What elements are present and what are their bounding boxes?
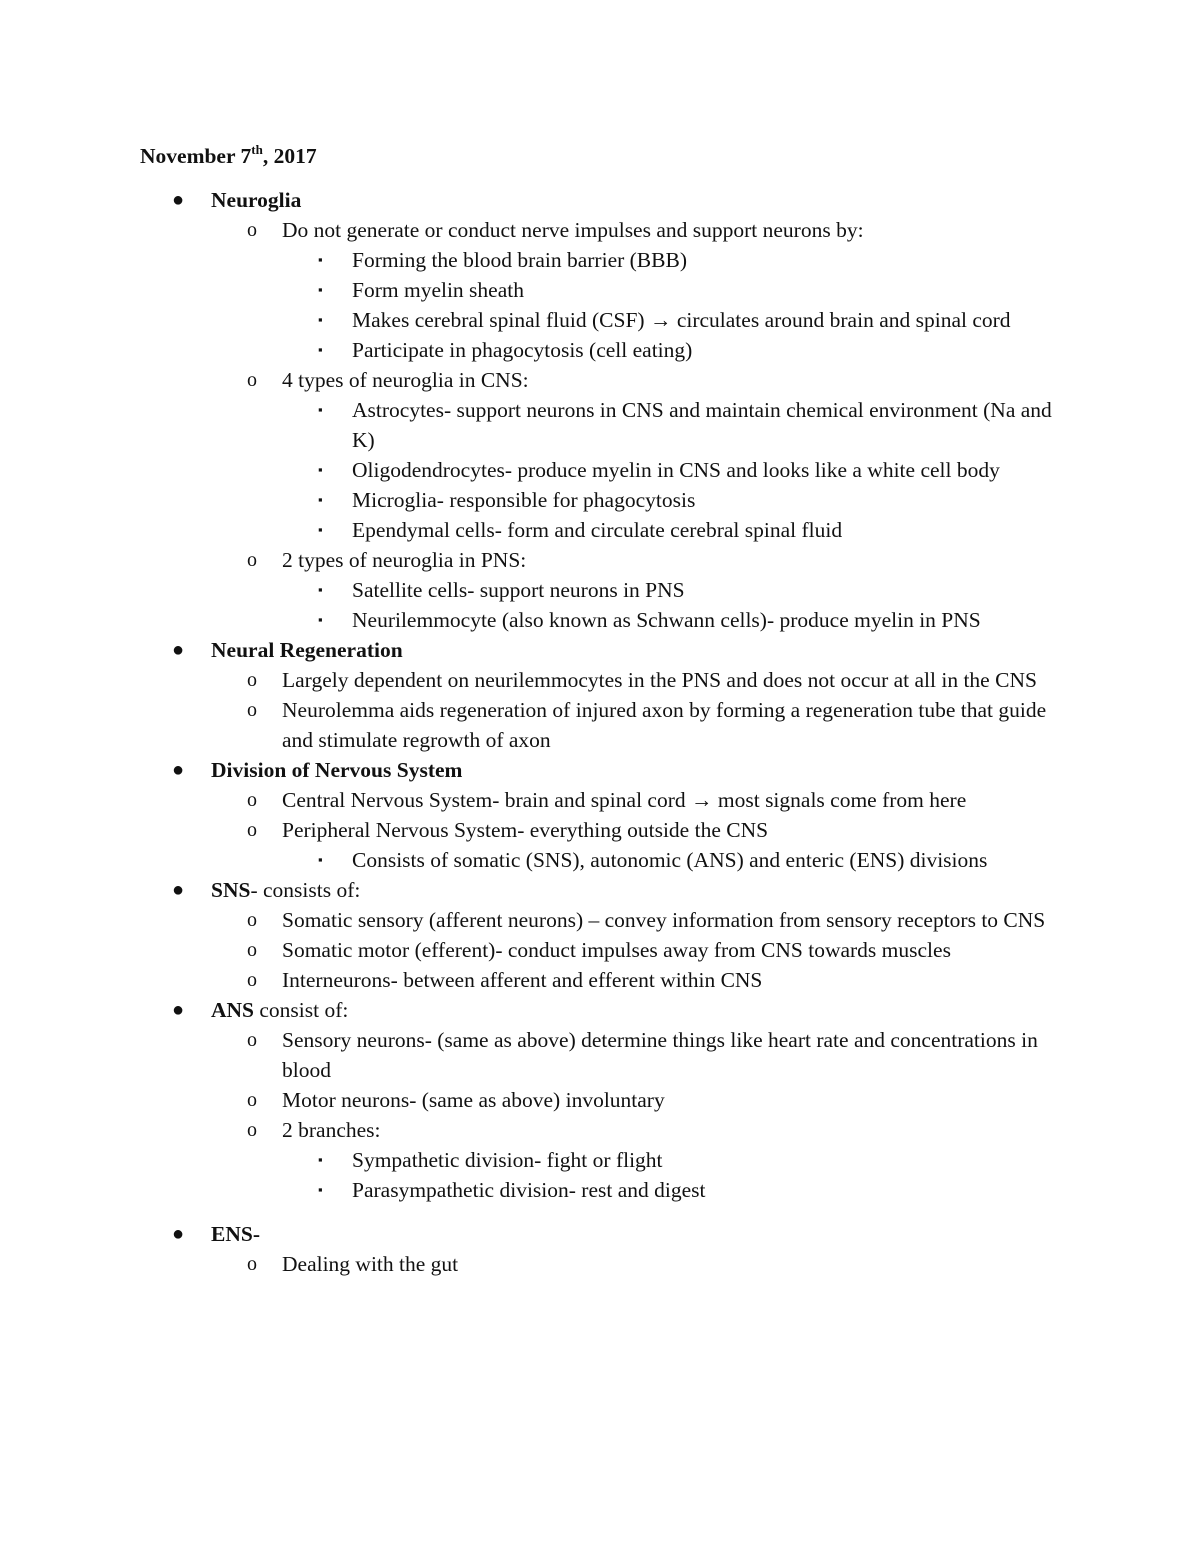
bullet-square-icon: ▪ bbox=[318, 282, 323, 297]
section-heading-line bbox=[211, 875, 1061, 905]
bullet-circle-icon: o bbox=[247, 669, 257, 691]
bullet-circle-icon: o bbox=[247, 1119, 257, 1141]
section-heading: SNS bbox=[211, 878, 251, 902]
sub-item-text: Sympathetic division- fight or flight bbox=[352, 1148, 663, 1172]
date-month-day: November 7 bbox=[140, 144, 252, 168]
outline-item bbox=[0, 365, 1200, 395]
section-spacer bbox=[0, 1205, 1200, 1219]
bullet-square-icon: ▪ bbox=[318, 252, 323, 267]
outline-item-text: Neurolemma aids regeneration of injured axon by forming a regeneration tube that guide and stimulate regrowth of axon bbox=[282, 698, 1047, 752]
outline-item-text: 2 branches: bbox=[282, 1118, 381, 1142]
bullet-disc-icon: ● bbox=[172, 999, 185, 1021]
outline-item bbox=[0, 815, 1200, 845]
bullet-square-icon: ▪ bbox=[318, 492, 323, 507]
bullet-disc-icon: ● bbox=[172, 189, 185, 211]
section-item bbox=[0, 875, 1200, 905]
bullet-disc-icon: ● bbox=[172, 879, 185, 901]
section-item bbox=[0, 755, 1200, 785]
section-heading: Division of Nervous System bbox=[211, 758, 463, 782]
sub-item-text: Consists of somatic (SNS), autonomic (ANS) and enteric (ENS) divisions bbox=[352, 848, 988, 872]
sub-item bbox=[0, 515, 1200, 545]
outline-item bbox=[0, 545, 1200, 575]
bullet-square-icon: ▪ bbox=[318, 1182, 323, 1197]
bullet-square-icon: ▪ bbox=[318, 462, 323, 477]
section-item bbox=[0, 1219, 1200, 1249]
bullet-square-icon: ▪ bbox=[318, 402, 323, 417]
outline-item-text: Sensory neurons- (same as above) determine things like heart rate and concentrations in blood bbox=[282, 1028, 1038, 1082]
bullet-square-icon: ▪ bbox=[318, 342, 323, 357]
bullet-disc-icon: ● bbox=[172, 639, 185, 661]
section-heading: ANS bbox=[211, 998, 255, 1022]
bullet-square-icon: ▪ bbox=[318, 1152, 323, 1167]
bullet-circle-icon: o bbox=[247, 939, 257, 961]
sub-item-text: Oligodendrocytes- produce myelin in CNS and looks like a white cell body bbox=[352, 458, 1000, 482]
bullet-disc-icon: ● bbox=[172, 759, 185, 781]
bullet-circle-icon: o bbox=[247, 819, 257, 841]
section-heading-rest: consist of: bbox=[254, 998, 349, 1022]
sub-item-text: Makes cerebral spinal fluid (CSF) → circulates around brain and spinal cord bbox=[352, 308, 1011, 332]
note-date bbox=[140, 142, 317, 170]
section-heading-line bbox=[211, 185, 1061, 215]
section-heading: Neural Regeneration bbox=[211, 638, 403, 662]
sub-item bbox=[0, 275, 1200, 305]
sub-item-text: Microglia- responsible for phagocytosis bbox=[352, 488, 696, 512]
bullet-circle-icon: o bbox=[247, 699, 257, 721]
outline-item-text: Do not generate or conduct nerve impulses and support neurons by: bbox=[282, 218, 864, 242]
sub-item bbox=[0, 1175, 1200, 1205]
outline-item-text: Somatic sensory (afferent neurons) – convey information from sensory receptors to CNS bbox=[282, 908, 1046, 932]
outline-item bbox=[0, 215, 1200, 245]
outline-item-text: Peripheral Nervous System- everything outside the CNS bbox=[282, 818, 769, 842]
bullet-disc-icon: ● bbox=[172, 1223, 185, 1245]
bullet-square-icon: ▪ bbox=[318, 522, 323, 537]
bullet-circle-icon: o bbox=[247, 1089, 257, 1111]
outline-item-text: Largely dependent on neurilemmocytes in the PNS and does not occur at all in the CNS bbox=[282, 668, 1037, 692]
outline-item-text: Somatic motor (efferent)- conduct impulses away from CNS towards muscles bbox=[282, 938, 951, 962]
bullet-square-icon: ▪ bbox=[318, 582, 323, 597]
outline-item-text: 4 types of neuroglia in CNS: bbox=[282, 368, 529, 392]
section-heading-line bbox=[211, 995, 1061, 1025]
bullet-circle-icon: o bbox=[247, 369, 257, 391]
outline-item bbox=[0, 695, 1200, 755]
notes-outline bbox=[0, 185, 1200, 1279]
sub-item bbox=[0, 485, 1200, 515]
outline-item bbox=[0, 965, 1200, 995]
outline-item-text: Motor neurons- (same as above) involuntary bbox=[282, 1088, 665, 1112]
section-heading-line bbox=[211, 1219, 1061, 1249]
outline-item bbox=[0, 785, 1200, 815]
bullet-circle-icon: o bbox=[247, 789, 257, 811]
outline-item-text: Central Nervous System- brain and spinal cord → most signals come from here bbox=[282, 788, 967, 812]
sub-item bbox=[0, 605, 1200, 635]
sub-item bbox=[0, 575, 1200, 605]
section-item bbox=[0, 995, 1200, 1025]
outline-item bbox=[0, 935, 1200, 965]
sub-item bbox=[0, 395, 1200, 455]
section-item bbox=[0, 635, 1200, 665]
sub-item-text: Ependymal cells- form and circulate cerebral spinal fluid bbox=[352, 518, 843, 542]
sub-item bbox=[0, 845, 1200, 875]
outline-item bbox=[0, 1249, 1200, 1279]
section-heading-line bbox=[211, 635, 1061, 665]
outline-item-text: 2 types of neuroglia in PNS: bbox=[282, 548, 527, 572]
bullet-circle-icon: o bbox=[247, 1253, 257, 1275]
sub-item-text: Satellite cells- support neurons in PNS bbox=[352, 578, 685, 602]
bullet-circle-icon: o bbox=[247, 549, 257, 571]
bullet-circle-icon: o bbox=[247, 219, 257, 241]
sub-item bbox=[0, 305, 1200, 335]
outline-item bbox=[0, 665, 1200, 695]
sub-item-text: Parasympathetic division- rest and digest bbox=[352, 1178, 706, 1202]
sub-item bbox=[0, 245, 1200, 275]
outline-item bbox=[0, 905, 1200, 935]
sub-item-text: Participate in phagocytosis (cell eating) bbox=[352, 338, 693, 362]
sub-item-text: Form myelin sheath bbox=[352, 278, 524, 302]
sub-item bbox=[0, 1145, 1200, 1175]
sub-item-text: Forming the blood brain barrier (BBB) bbox=[352, 248, 687, 272]
section-heading: ENS- bbox=[211, 1222, 260, 1246]
sub-item-text: Astrocytes- support neurons in CNS and maintain chemical environment (Na and K) bbox=[352, 398, 1052, 452]
sub-item bbox=[0, 455, 1200, 485]
bullet-circle-icon: o bbox=[247, 909, 257, 931]
bullet-circle-icon: o bbox=[247, 1029, 257, 1051]
outline-item bbox=[0, 1025, 1200, 1085]
section-item bbox=[0, 185, 1200, 215]
section-heading-line bbox=[211, 755, 1061, 785]
date-year: , 2017 bbox=[262, 144, 317, 168]
section-heading: Neuroglia bbox=[211, 188, 302, 212]
bullet-circle-icon: o bbox=[247, 969, 257, 991]
section-heading-rest: - consists of: bbox=[250, 878, 361, 902]
outline-item bbox=[0, 1085, 1200, 1115]
date-ordinal-suffix: th bbox=[251, 142, 263, 157]
sub-item-text: Neurilemmocyte (also known as Schwann cells)- produce myelin in PNS bbox=[352, 608, 981, 632]
bullet-square-icon: ▪ bbox=[318, 312, 323, 327]
bullet-square-icon: ▪ bbox=[318, 852, 323, 867]
outline-item-text: Interneurons- between afferent and efferent within CNS bbox=[282, 968, 763, 992]
bullet-square-icon: ▪ bbox=[318, 612, 323, 627]
outline-item-text: Dealing with the gut bbox=[282, 1252, 459, 1276]
sub-item bbox=[0, 335, 1200, 365]
outline-item bbox=[0, 1115, 1200, 1145]
